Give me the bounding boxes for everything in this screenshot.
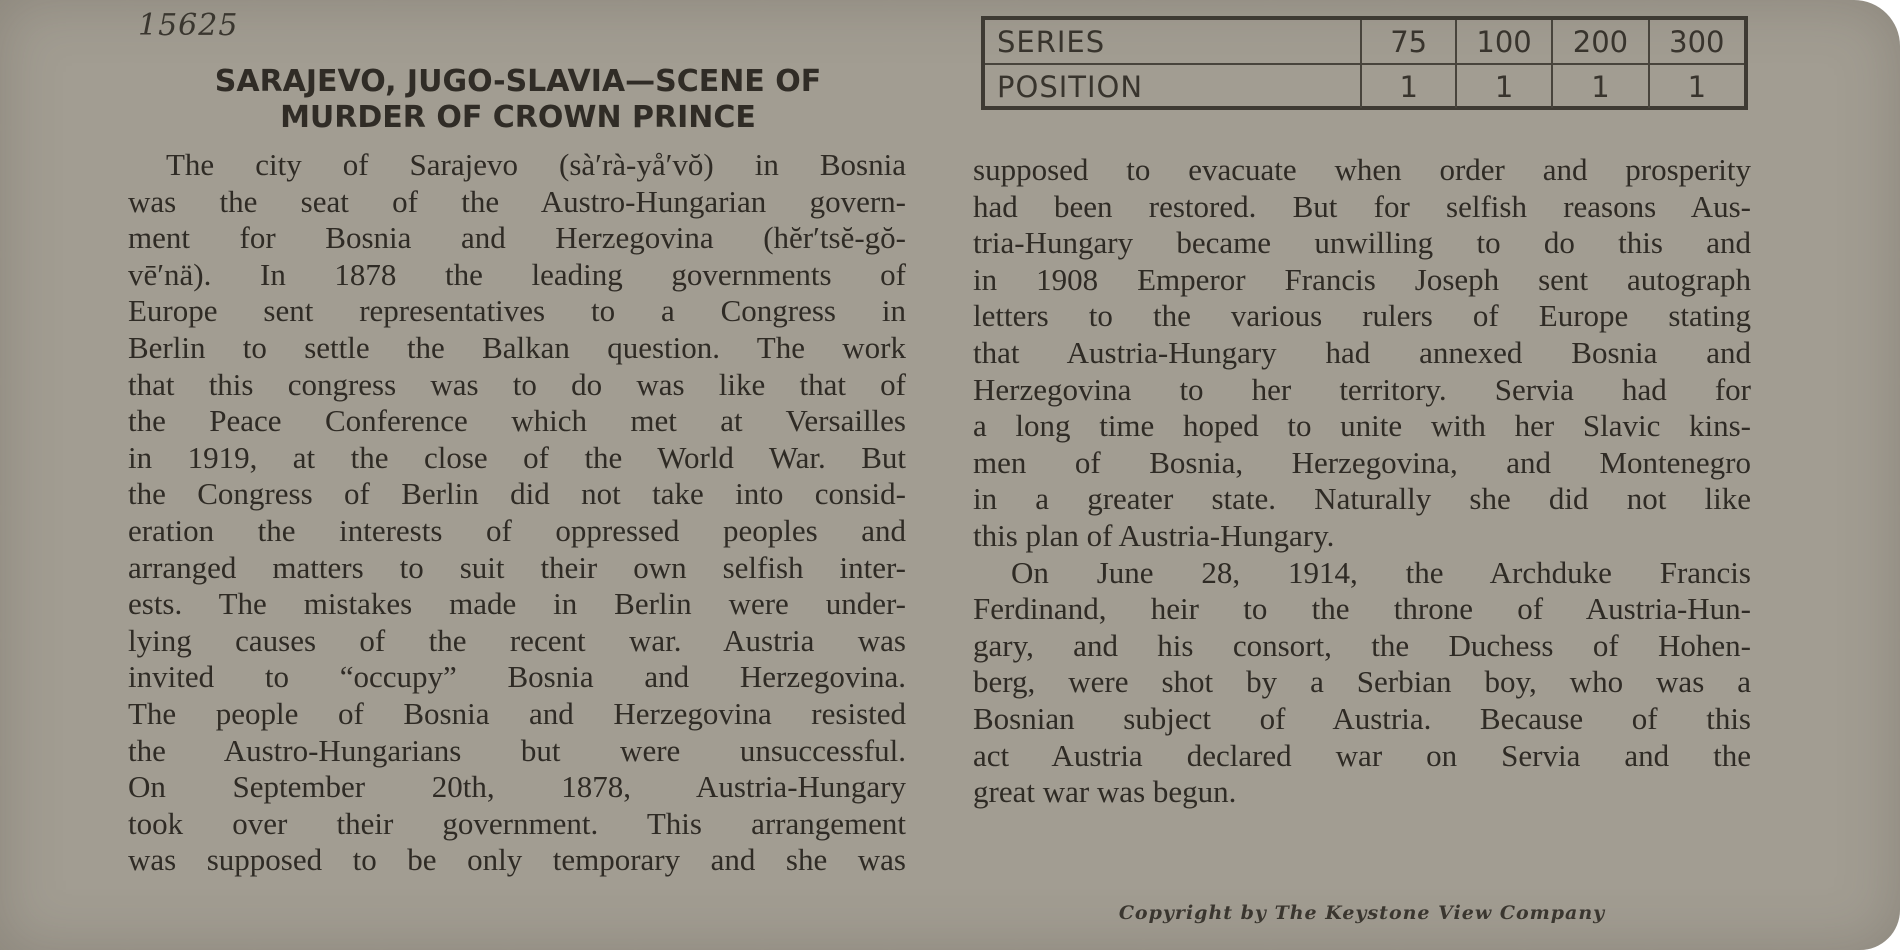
series-label: SERIES <box>985 20 1361 64</box>
text-line: lying causes of the recent war. Austria was <box>128 622 906 658</box>
text-line: the Congress of Berlin did not take into consid- <box>128 476 906 512</box>
text-line: berg, were shot by a Serbian boy, who was a <box>973 664 1751 700</box>
series-value: 75 <box>1361 20 1456 64</box>
text-line: that Austria-Hungary had annexed Bosnia and <box>973 334 1751 370</box>
text-line: eration the interests of oppressed peoples and <box>128 512 906 548</box>
position-value: 1 <box>1649 64 1744 108</box>
card-number: 15625 <box>138 8 239 43</box>
card-title <box>118 64 918 136</box>
text-line: that this congress was to do was like that of <box>128 366 906 402</box>
text-line: act Austria declared war on Servia and the <box>973 737 1751 773</box>
text-line: had been restored. But for selfish reasons Aus- <box>973 188 1751 224</box>
text-line: On June 28, 1914, the Archduke Francis <box>1011 554 1751 590</box>
right-text-column <box>973 152 1751 811</box>
text-line: was supposed to be only temporary and she was <box>128 842 906 878</box>
copyright-notice: Copyright by The Keystone View Company <box>1118 902 1606 924</box>
text-line: The people of Bosnia and Herzegovina resisted <box>128 695 906 731</box>
text-line: gary, and his consort, the Duchess of Hohen- <box>973 627 1751 663</box>
series-value: 100 <box>1456 20 1552 64</box>
series-value: 300 <box>1649 20 1744 64</box>
text-line: invited to “occupy” Bosnia and Herzegovina. <box>128 659 906 695</box>
text-line: Berlin to settle the Balkan question. The work <box>128 329 906 365</box>
text-line: was the seat of the Austro-Hungarian govern- <box>128 183 906 219</box>
text-line: men of Bosnia, Herzegovina, and Montenegro <box>973 444 1751 480</box>
card-title-line-1: SARAJEVO, JUGO-SLAVIA—SCENE OF <box>214 64 822 99</box>
text-line: tria-Hungary became unwilling to do this and <box>973 225 1751 261</box>
text-line: a long time hoped to unite with her Slavic kins- <box>973 408 1751 444</box>
position-label: POSITION <box>985 64 1361 108</box>
text-line: ment for Bosnia and Herzegovina (hĕr′tsĕ-gŏ- <box>128 220 906 256</box>
text-line: arranged matters to suit their own selfish inter- <box>128 549 906 585</box>
text-line: vē′nä). In 1878 the leading governments of <box>128 256 906 292</box>
text-line: in 1908 Emperor Francis Joseph sent autograph <box>973 261 1751 297</box>
position-row <box>985 64 1744 108</box>
text-line: great war was begun. <box>973 774 1237 810</box>
position-value: 1 <box>1456 64 1552 108</box>
text-line: letters to the various rulers of Europe stating <box>973 298 1751 334</box>
position-value: 1 <box>1361 64 1456 108</box>
left-text-column <box>128 147 906 879</box>
text-line: this plan of Austria-Hungary. <box>973 517 1335 553</box>
text-line: in 1919, at the close of the World War. But <box>128 439 906 475</box>
text-line: the Peace Conference which met at Versailles <box>128 403 906 439</box>
text-line: Europe sent representatives to a Congress in <box>128 293 906 329</box>
series-position-table <box>985 20 1744 108</box>
series-value: 200 <box>1552 20 1648 64</box>
text-line: Herzegovina to her territory. Servia had for <box>973 371 1751 407</box>
text-line: took over their government. This arrangement <box>128 805 906 841</box>
text-line: ests. The mistakes made in Berlin were under- <box>128 586 906 622</box>
text-line: supposed to evacuate when order and prosperity <box>973 152 1751 187</box>
text-line: On September 20th, 1878, Austria-Hungary <box>128 769 906 805</box>
text-line: Ferdinand, heir to the throne of Austria-Hun- <box>973 591 1751 627</box>
series-row <box>985 20 1744 64</box>
text-line: The city of Sarajevo (sà′rà-yå′vŏ) in Bosnia <box>166 147 906 182</box>
card-title-line-2: MURDER OF CROWN PRINCE <box>280 100 756 135</box>
series-position-stamp <box>981 16 1748 110</box>
text-line: Bosnian subject of Austria. Because of this <box>973 700 1751 736</box>
text-line: the Austro-Hungarians but were unsuccessful. <box>128 732 906 768</box>
position-value: 1 <box>1552 64 1648 108</box>
text-line: in a greater state. Naturally she did not like <box>973 481 1751 517</box>
